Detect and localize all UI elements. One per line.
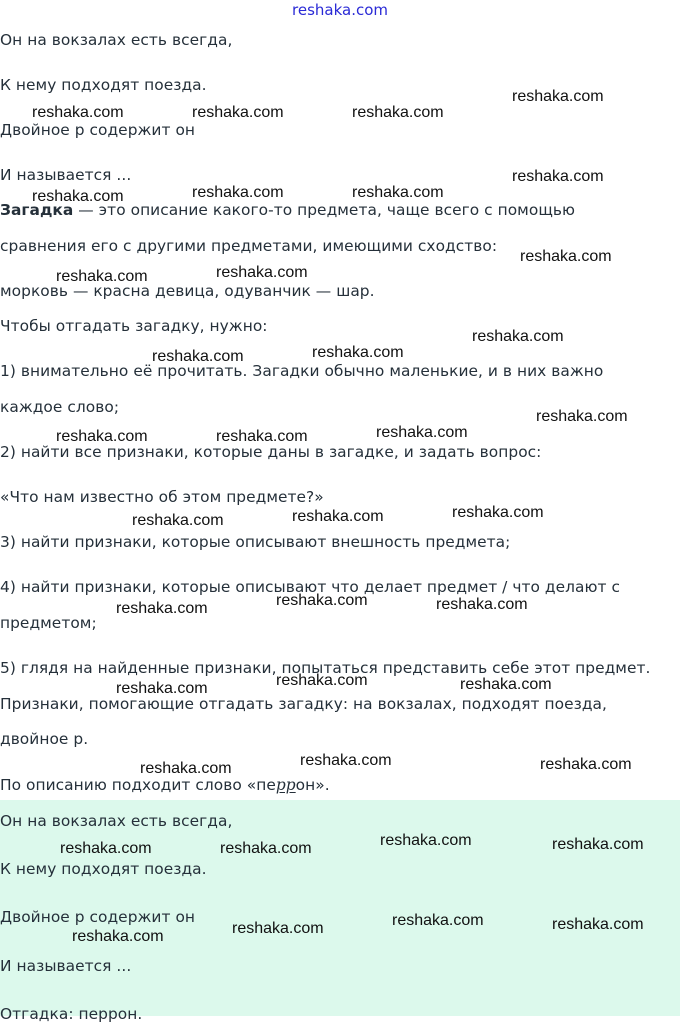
watermark: reshaka.com: [56, 268, 148, 285]
watermark: reshaka.com: [352, 104, 444, 121]
instruction-step-1b: каждое слово;: [0, 398, 120, 416]
watermark: reshaka.com: [520, 248, 612, 265]
instruction-step-1a: 1) внимательно её прочитать. Загадки обычно маленькие, и в них важно: [0, 362, 604, 380]
watermark: reshaka.com: [220, 840, 312, 857]
analysis-line-3: [0, 775, 330, 795]
watermark: reshaka.com: [140, 760, 232, 777]
watermark: reshaka.com: [540, 756, 632, 773]
watermark: reshaka.com: [392, 912, 484, 929]
definition-line-2: сравнения его с другими предметами, имеющими сходство:: [0, 237, 498, 255]
watermark: reshaka.com: [60, 840, 152, 857]
watermark: reshaka.com: [512, 168, 604, 185]
riddle-line-3: Двойное р содержит он: [0, 121, 196, 139]
watermark: reshaka.com: [380, 832, 472, 849]
answer-box-line-3: Двойное р содержит он: [0, 908, 196, 926]
watermark: reshaka.com: [376, 424, 468, 441]
answer-box-line-4: И называется ...: [0, 957, 132, 975]
answer-box-line-1: Он на вокзалах есть всегда,: [0, 812, 233, 830]
watermark: reshaka.com: [436, 596, 528, 613]
instruction-step-4b: предметом;: [0, 614, 97, 632]
watermark: reshaka.com: [552, 916, 644, 933]
watermark: reshaka.com: [192, 184, 284, 201]
watermark: reshaka.com: [472, 328, 564, 345]
watermark: reshaka.com: [312, 344, 404, 361]
watermark: reshaka.com: [552, 836, 644, 853]
watermark: reshaka.com: [152, 348, 244, 365]
watermark: reshaka.com: [56, 428, 148, 445]
instruction-step-2a: 2) найти все признаки, которые даны в загадке, и задать вопрос:: [0, 443, 542, 461]
watermark: reshaka.com: [216, 264, 308, 281]
instruction-step-4a: 4) найти признаки, которые описывают что делает предмет / что делают с: [0, 578, 620, 596]
instruction-step-5: 5) глядя на найденные признаки, попытаться представить себе этот предмет.: [0, 659, 651, 677]
analysis-fit-after: он».: [295, 776, 330, 794]
watermark: reshaka.com: [292, 508, 384, 525]
watermark: reshaka.com: [300, 752, 392, 769]
analysis-fit-before: По описанию подходит слово «пе: [0, 776, 276, 794]
watermark: reshaka.com: [536, 408, 628, 425]
analysis-line-2: двойное р.: [0, 730, 89, 748]
watermark: reshaka.com: [460, 676, 552, 693]
definition-rest: — это описание какого-то предмета, чаще всего с помощью: [73, 201, 575, 219]
riddle-line-2: К нему подходят поезда.: [0, 76, 207, 94]
definition-term: Загадка: [0, 201, 74, 219]
watermark: reshaka.com: [72, 928, 164, 945]
watermark: reshaka.com: [32, 188, 124, 205]
answer-box-answer: Отгадка: перрон.: [0, 1005, 143, 1023]
analysis-fit-emphasis: рр: [275, 776, 296, 794]
definition-line-3: морковь — красна девица, одуванчик — шар.: [0, 282, 375, 300]
watermark: reshaka.com: [32, 104, 124, 121]
watermark: reshaka.com: [276, 672, 368, 689]
instruction-step-3: 3) найти признаки, которые описывают внешность предмета;: [0, 533, 511, 551]
watermark: reshaka.com: [116, 600, 208, 617]
watermark: reshaka.com: [132, 512, 224, 529]
analysis-line-1: Признаки, помогающие отгадать загадку: на вокзалах, подходят поезда,: [0, 695, 607, 713]
watermark: reshaka.com: [192, 104, 284, 121]
watermark: reshaka.com: [216, 428, 308, 445]
watermark: reshaka.com: [232, 920, 324, 937]
riddle-line-4: И называется ...: [0, 166, 132, 184]
watermark: reshaka.com: [352, 184, 444, 201]
watermark: reshaka.com: [276, 592, 368, 609]
answer-box-line-2: К нему подходят поезда.: [0, 860, 207, 878]
instructions-intro: Чтобы отгадать загадку, нужно:: [0, 317, 268, 335]
site-name-header[interactable]: reshaka.com: [292, 1, 388, 19]
watermark: reshaka.com: [116, 680, 208, 697]
riddle-line-1: Он на вокзалах есть всегда,: [0, 31, 233, 49]
watermark: reshaka.com: [512, 88, 604, 105]
watermark: reshaka.com: [452, 504, 544, 521]
instruction-step-2b: «Что нам известно об этом предмете?»: [0, 488, 324, 506]
